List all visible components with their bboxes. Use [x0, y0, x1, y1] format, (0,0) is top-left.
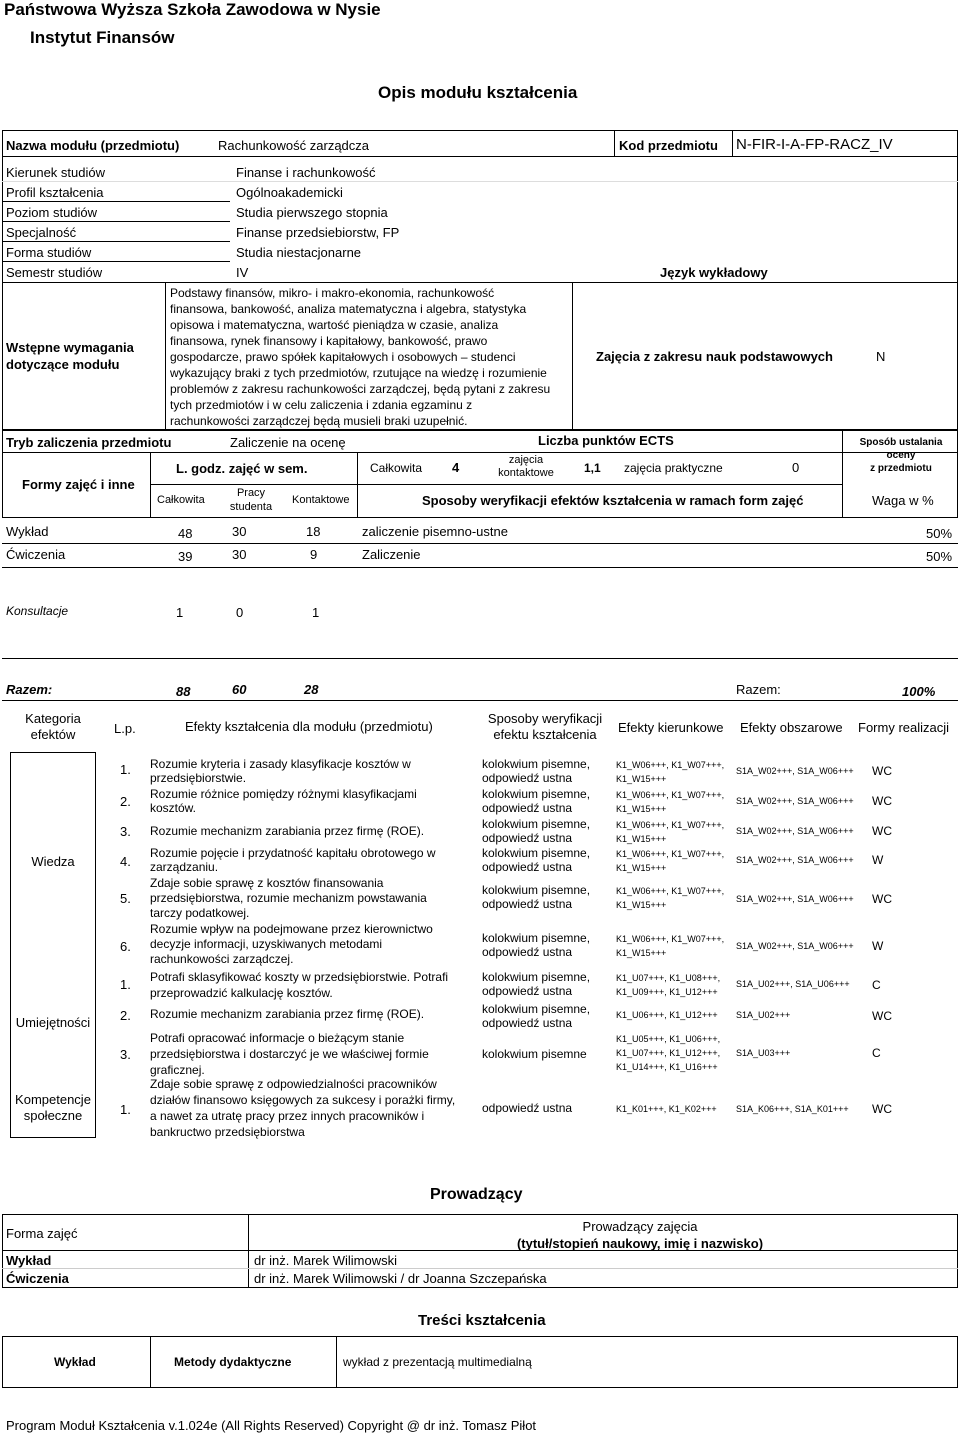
- effect-verify: kolokwium pisemne, odpowiedź ustna: [482, 846, 591, 874]
- effect-lp: 1.: [120, 1102, 131, 1117]
- effect-form: W: [872, 853, 884, 867]
- effect-form: WC: [872, 764, 892, 778]
- footer-copyright: Program Moduł Kształcenia v.1.024e (All Rights Reserved) Copyright @ dr inż. Tomasz Piłot: [6, 1418, 537, 1433]
- form-weight-cwiczenia: 50%: [926, 549, 953, 564]
- course-code-label: Kod przedmiotu: [619, 138, 718, 153]
- effect-form: W: [872, 939, 884, 953]
- ects-total-label: Całkowita: [370, 461, 423, 475]
- effect-form: WC: [872, 794, 892, 808]
- effect-area: S1A_W02+++, S1A_W06+++: [736, 894, 854, 904]
- total-percent: 100%: [902, 684, 936, 699]
- effect-row: [100, 1002, 958, 1030]
- effect-row: [100, 876, 958, 922]
- effect-direction: K1_W06+++, K1_W07+++, K1_W15+++: [616, 849, 725, 873]
- effect-text: Zdaje sobie sprawę z kosztów finansowania przedsiębiorstwa, rozumie mechanizm powstawania tarczy podatkowej.: [150, 876, 427, 921]
- effect-row: [100, 968, 958, 1002]
- form-method-wyklad: zaliczenie pisemno-ustne: [362, 524, 508, 539]
- effect-row: [100, 817, 958, 847]
- form-method-cwiczenia: Zaliczenie: [362, 547, 421, 562]
- effect-row: [100, 787, 958, 819]
- effect-text: Zdaje sobie sprawę z odpowiedzialności pracowników działów finansowo księgowych za sukcesy i porażki firmy, a nawet za utratę pracy przez innych pracowników i bankructwo przedsiębiorstwa: [150, 1077, 456, 1139]
- consult-total: 1: [176, 605, 184, 620]
- effect-direction: K1_U06+++, K1_U12+++: [616, 1010, 718, 1020]
- weight-header: Waga w %: [872, 493, 934, 508]
- effect-text: Rozumie kryteria i zasady klasyfikacje kosztów w przedsiębiorstwie.: [150, 757, 411, 785]
- info-value-kierunek: Finanse i rachunkowość: [236, 165, 376, 180]
- effect-row: [100, 1029, 958, 1077]
- institute-name: Instytut Finansów: [30, 28, 175, 47]
- lecturer-form-wyklad: Wykład: [6, 1253, 52, 1268]
- effect-verify: kolokwium pisemne, odpowiedź ustna: [482, 787, 591, 815]
- effects-category-header: Kategoria efektów: [25, 711, 81, 742]
- effects-verify-header: Sposoby weryfikacji efektu kształcenia: [487, 711, 603, 742]
- lecturers-form-label: Forma zajęć: [6, 1226, 78, 1241]
- effect-text: Rozumie wpływ na podejmowane przez kierownictwo decyzje informacji, uzyskiwanych metodami rachunkowości zarządczej.: [150, 922, 433, 967]
- effect-text: Rozumie różnice pomiędzy różnymi klasyfikacjami kosztów.: [150, 787, 417, 815]
- lecturer-name-cwiczenia: dr inż. Marek Wilimowski / dr Joanna Szczepańska: [254, 1271, 547, 1286]
- language-label: Język wykładowy: [660, 265, 768, 280]
- effect-form: WC: [872, 892, 892, 906]
- effect-form: WC: [872, 824, 892, 838]
- effect-verify: kolokwium pisemne, odpowiedź ustna: [482, 970, 591, 998]
- effect-direction: K1_W06+++, K1_W07+++, K1_W15+++: [616, 790, 725, 814]
- ects-practical-value: 0: [792, 460, 800, 475]
- form-total-cwiczenia: 39: [178, 549, 193, 564]
- effects-forms-header: Formy realizacji: [858, 720, 950, 735]
- effect-text: Rozumie pojęcie i przydatność kapitału obrotowego w zarządzaniu.: [150, 846, 436, 874]
- effect-text: Potrafi sklasyfikować koszty w przedsiębiorstwie. Potrafi przeprowadzić kalkulację kosztów.: [150, 970, 449, 1000]
- effect-verify: kolokwium pisemne: [482, 1047, 587, 1061]
- effect-text: Rozumie mechanizm zarabiania przez firmę (ROE).: [150, 1007, 425, 1021]
- effect-area: S1A_U03+++: [736, 1048, 791, 1058]
- consult-contact: 1: [312, 605, 320, 620]
- effect-form: C: [872, 978, 881, 992]
- form-work-cwiczenia: 30: [232, 547, 247, 562]
- info-label-kierunek: Kierunek studiów: [6, 165, 105, 180]
- lecturer-form-cwiczenia: Ćwiczenia: [6, 1271, 69, 1286]
- school-name: Państwowa Wyższa Szkoła Zawodowa w Nysie: [4, 0, 381, 19]
- effect-verify: kolokwium pisemne, odpowiedź ustna: [482, 1002, 591, 1030]
- consult-work: 0: [236, 605, 244, 620]
- effect-text: Rozumie mechanizm zarabiania przez firmę (ROE).: [150, 824, 425, 838]
- total-label-right: Razem:: [736, 682, 781, 697]
- ects-label: Liczba punktów ECTS: [538, 433, 674, 448]
- assessment-mode-value: Zaliczenie na ocenę: [230, 435, 346, 450]
- total-contact: 28: [304, 682, 319, 697]
- info-value-poziom: Studia pierwszego stopnia: [236, 205, 388, 220]
- category-kompetencje: Kompetencje społeczne: [15, 1092, 91, 1123]
- content-methods-label: Metody dydaktyczne: [174, 1355, 292, 1369]
- effect-verify: kolokwium pisemne, odpowiedź ustna: [482, 817, 591, 845]
- effect-lp: 1.: [120, 977, 131, 992]
- effect-direction: K1_U05+++, K1_U06+++, K1_U07+++, K1_U12+++, K1_U14+++, K1_U16+++: [616, 1034, 721, 1072]
- info-label-specjalnosc: Specjalność: [6, 225, 77, 240]
- prereq-label-1: Wstępne wymagania: [6, 340, 134, 355]
- content-methods-value: wykład z prezentacją multimedialną: [343, 1355, 532, 1369]
- verification-header: Sposoby weryfikacji efektów kształcenia w ramach form zajęć: [422, 493, 804, 508]
- assessment-mode-label: Tryb zaliczenia przedmiotu: [6, 435, 172, 450]
- hours-label: L. godz. zajęć w sem.: [176, 461, 308, 476]
- effects-header: Efekty kształcenia dla modułu (przedmiotu): [185, 719, 433, 734]
- forms-label: Formy zajęć i inne: [22, 477, 135, 492]
- lecturers-title: Prowadzący: [430, 1186, 523, 1203]
- info-value-forma: Studia niestacjonarne: [236, 245, 362, 260]
- ects-contact-value: 1,1: [584, 461, 601, 475]
- basic-sciences-label: Zajęcia z zakresu nauk podstawowych: [596, 349, 833, 364]
- effect-lp: 2.: [120, 794, 131, 809]
- ects-total-value: 4: [452, 460, 460, 475]
- effect-area: S1A_W02+++, S1A_W06+++: [736, 855, 854, 865]
- effect-lp: 5.: [120, 891, 131, 906]
- col-work-header: Pracy studenta: [229, 487, 273, 513]
- effect-area: S1A_W02+++, S1A_W06+++: [736, 941, 854, 951]
- category-wiedza: Wiedza: [31, 854, 75, 869]
- total-work: 60: [232, 682, 247, 697]
- effect-row: [100, 922, 958, 968]
- ects-practical-label: zajęcia praktyczne: [624, 461, 723, 475]
- effects-lp-header: L.p.: [114, 721, 136, 736]
- effect-direction: K1_K01+++, K1_K02+++: [616, 1104, 717, 1114]
- effect-area: S1A_W02+++, S1A_W06+++: [736, 766, 854, 776]
- category-umiejetnosci: Umiejętności: [15, 1015, 91, 1030]
- effect-verify: kolokwium pisemne, odpowiedź ustna: [482, 757, 591, 785]
- effect-direction: K1_W06+++, K1_W07+++, K1_W15+++: [616, 886, 725, 910]
- effect-lp: 4.: [120, 854, 131, 869]
- col-contact-header: Kontaktowe: [292, 494, 350, 506]
- info-label-poziom: Poziom studiów: [6, 205, 98, 220]
- info-value-specjalnosc: Finanse przedsiebiorstw, FP: [236, 225, 400, 240]
- prereq-text: Podstawy finansów, mikro- i makro-ekonomia, rachunkowość finansowa, bankowość, analiza matematyczna i algebra, statystyka opisowa i matematyczna, wartość pieniądza w czasie, analiza finansowa, rynek finansowy i kapitałowy, bankowość, prawo gospodarcze, prawo spółek kapitałowych i osobowych – studenci wykazujący braki z tych przedmiotów, rzutujące na wiedzę i rozumienie problemów z zakresu rachunkowości zarządczej, będą pytani z zakresu tych przedmiotów i w celu zaliczenia i zdania egzaminu z rachunkowości zarządczej będą musieli braki uzupełnić.: [170, 286, 551, 428]
- effects-direction-header: Efekty kierunkowe: [618, 720, 724, 735]
- module-name-value: Rachunkowość zarządcza: [218, 138, 370, 153]
- effect-form: WC: [872, 1009, 892, 1023]
- effect-lp: 3.: [120, 1047, 131, 1062]
- effect-verify: odpowiedź ustna: [482, 1101, 573, 1115]
- effect-direction: K1_W06+++, K1_W07+++, K1_W15+++: [616, 934, 725, 958]
- form-name-wyklad: Wykład: [6, 524, 49, 539]
- col-total-header: Całkowita: [157, 494, 205, 506]
- document-title: Opis modułu kształcenia: [378, 83, 578, 102]
- effect-direction: K1_W06+++, K1_W07+++, K1_W15+++: [616, 760, 725, 784]
- effect-verify: kolokwium pisemne, odpowiedź ustna: [482, 883, 591, 911]
- category-column-frame: [10, 752, 96, 1138]
- effect-verify: kolokwium pisemne, odpowiedź ustna: [482, 931, 591, 959]
- course-code-value: N-FIR-I-A-FP-RACZ_IV: [736, 136, 893, 153]
- effect-lp: 2.: [120, 1008, 131, 1023]
- effect-form: WC: [872, 1102, 892, 1116]
- form-contact-cwiczenia: 9: [310, 547, 318, 562]
- info-value-profil: Ogólnoakademicki: [236, 185, 343, 200]
- info-value-semestr: IV: [236, 265, 249, 280]
- consult-label: Konsultacje: [6, 604, 69, 618]
- total-label: Razem:: [6, 682, 53, 697]
- lecturer-name-wyklad: dr inż. Marek Wilimowski: [254, 1253, 398, 1268]
- content-title: Treści kształcenia: [418, 1312, 546, 1329]
- module-name-label: Nazwa modułu (przedmiotu): [6, 138, 180, 153]
- form-contact-wyklad: 18: [306, 524, 321, 539]
- effect-lp: 6.: [120, 939, 131, 954]
- lecturers-name-label: Prowadzący zajęcia (tytuł/stopień naukowy, imię i nazwisko): [516, 1219, 764, 1251]
- form-total-wyklad: 48: [178, 526, 193, 541]
- form-weight-wyklad: 50%: [926, 526, 953, 541]
- effect-row: [100, 757, 958, 789]
- effect-area: S1A_K06+++, S1A_K01+++: [736, 1104, 849, 1114]
- effect-area: S1A_W02+++, S1A_W06+++: [736, 826, 854, 836]
- effect-row: [100, 1076, 958, 1140]
- effect-lp: 3.: [120, 824, 131, 839]
- effects-area-header: Efekty obszarowe: [740, 720, 843, 735]
- grading-method-label: Sposób ustalania oceny z przedmiotu: [859, 437, 943, 474]
- ects-contact-label: zajęcia kontaktowe: [498, 454, 554, 479]
- effect-text: Potrafi opracować informacje o bieżącym stanie przedsiębiorstwa i dostarczyć je we właściwej formie graficznej.: [150, 1031, 429, 1077]
- form-name-cwiczenia: Ćwiczenia: [6, 547, 66, 562]
- effect-direction: K1_U07+++, K1_U08+++, K1_U09+++, K1_U12+++: [616, 973, 721, 997]
- effect-direction: K1_W06+++, K1_W07+++, K1_W15+++: [616, 820, 725, 844]
- effect-form: C: [872, 1046, 881, 1060]
- effect-area: S1A_U02+++: [736, 1010, 791, 1020]
- basic-sciences-value: N: [876, 349, 886, 364]
- effect-area: S1A_W02+++, S1A_W06+++: [736, 796, 854, 806]
- form-work-wyklad: 30: [232, 524, 247, 539]
- total-hours: 88: [176, 684, 191, 699]
- content-form: Wykład: [54, 1355, 96, 1369]
- prereq-label-2: dotyczące modułu: [6, 357, 120, 372]
- info-label-profil: Profil kształcenia: [6, 185, 104, 200]
- info-label-forma: Forma studiów: [6, 245, 92, 260]
- effect-lp: 1.: [120, 762, 131, 777]
- effect-row: [100, 846, 958, 878]
- info-label-semestr: Semestr studiów: [6, 265, 103, 280]
- effect-area: S1A_U02+++, S1A_U06+++: [736, 979, 850, 989]
